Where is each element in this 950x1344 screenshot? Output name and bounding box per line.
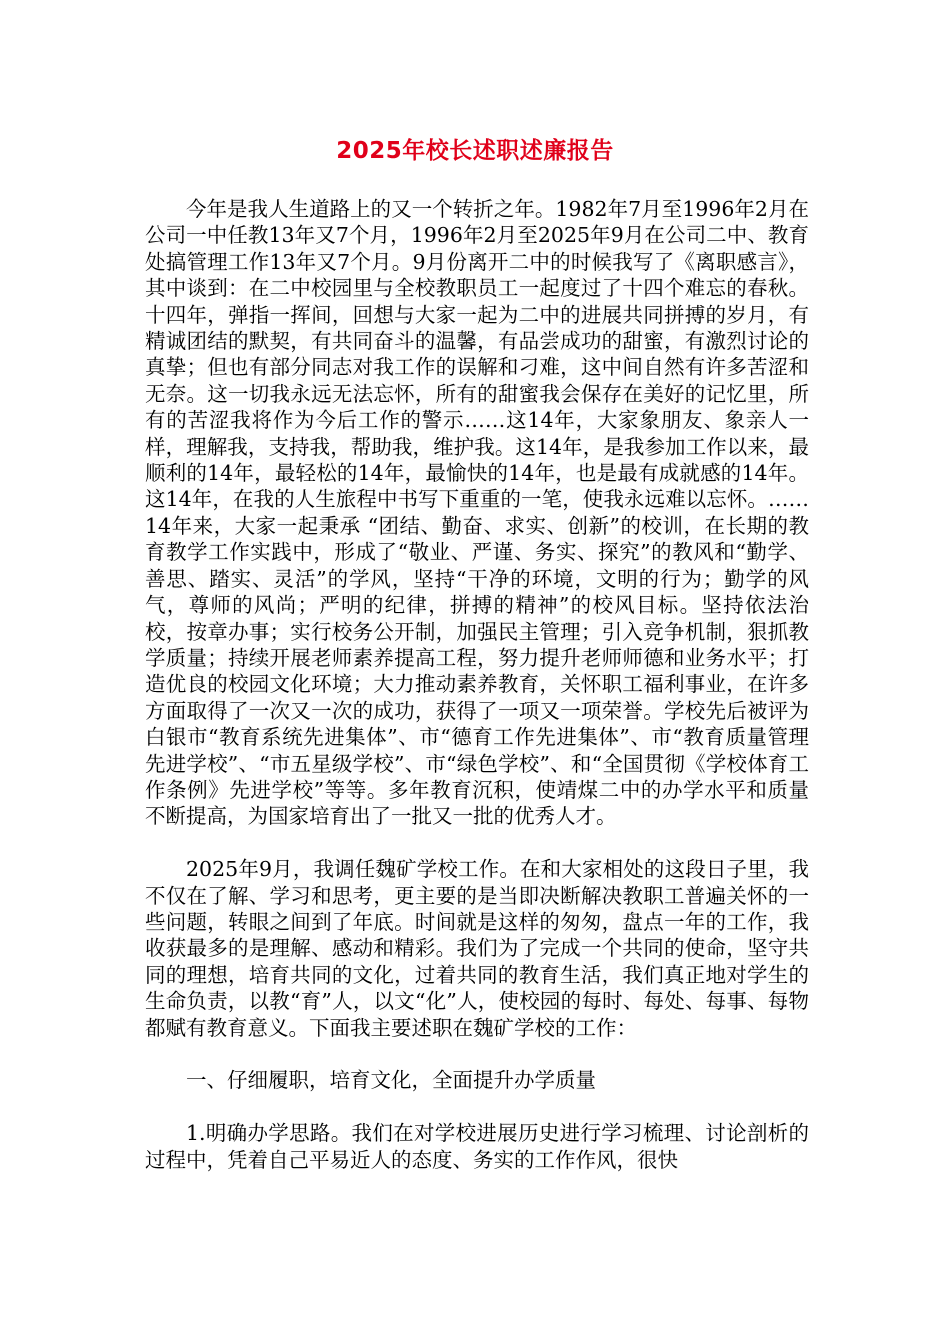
section-heading: 一、仔细履职，培育文化，全面提升办学质量 (186, 1068, 596, 1093)
document-title: 2025年校长述职述廉报告 (336, 138, 614, 164)
document-body (145, 196, 809, 1173)
paragraph-school-philosophy: 1.明确办学思路。我们在对学校进展历史进行学习梳理、讨论剖析的过程中，凭着自己平易近人的态度、务实的工作作风，很快 (145, 1121, 809, 1172)
paragraph-transfer: 2025年9月，我调任魏矿学校工作。在和大家相处的这段日子里，我不仅在了解、学习和思考，更主要的是当即决断解决教职工普遍关怀的一些问题，转眼之间到了年底。时间就是这样的匆匆，盘点一年的工作，我收获最多的是理解、感动和精彩。我们为了完成一个共同的使命，坚守共同的理想，培育共同的文化，过着共同的教育生活，我们真正地对学生的生命负责，以教“育”人，以文“化”人，使校园的每时、每处、每事、每物都赋有教育意义。下面我主要述职在魏矿学校的工作： (145, 857, 809, 1040)
paragraph-intro: 今年是我人生道路上的又一个转折之年。1982年7月至1996年2月在公司一中任教13年又7个月，1996年2月至2025年9月在公司二中、教育处搞管理工作13年又7个月。9月份离开二中的时候我写了《离职感言》，其中谈到：在二中校园里与全校教职员工一起度过了十四个难忘的春秋。十四年，弹指一挥间，回想与大家一起为二中的进展共同拼搏的岁月，有精诚团结的默契，有共同奋斗的温馨，有品尝成功的甜蜜，有激烈讨论的真挚；但也有部分同志对我工作的误解和刁难，这中间自然有许多苦涩和无奈。这一切我永远无法忘怀，所有的甜蜜我会保存在美好的记忆里，所有的苦涩我将作为今后工作的警示……这14年，大家象朋友、象亲人一样，理解我，支持我，帮助我，维护我。这14年，是我参加工作以来，最顺利的14年，最轻松的14年，最愉快的14年，也是最有成就感的14年。这14年，在我的人生旅程中书写下重重的一笔，使我永远难以忘怀。……14年来，大家一起秉承 “团结、勤奋、求实、创新”的校训，在长期的教育教学工作实践中，形成了“敬业、严谨、务实、探究”的教风和“勤学、善思、踏实、灵活”的学风，坚持“干净的环境，文明的行为；勤学的风气，尊师的风尚；严明的纪律，拼搏的精神”的校风目标。坚持依法治校，按章办事；实行校务公开制，加强民主管理；引入竞争机制，狠抓教学质量；持续开展老师素养提高工程，努力提升老师师德和业务水平；打造优良的校园文化环境；大力推动素养教育，关怀职工福利事业，在许多方面取得了一次又一次的成功，获得了一项又一项荣誉。学校先后被评为白银市“教育系统先进集体”、市“德育工作先进集体”、市“教育质量管理先进学校”、“市五星级学校”、市“绿色学校”、和“全国贯彻《学校体育工作条例》先进学校”等等。多年教育沉积，使靖煤二中的办学水平和质量不断提高，为国家培育出了一批又一批的优秀人才。 (145, 197, 809, 829)
